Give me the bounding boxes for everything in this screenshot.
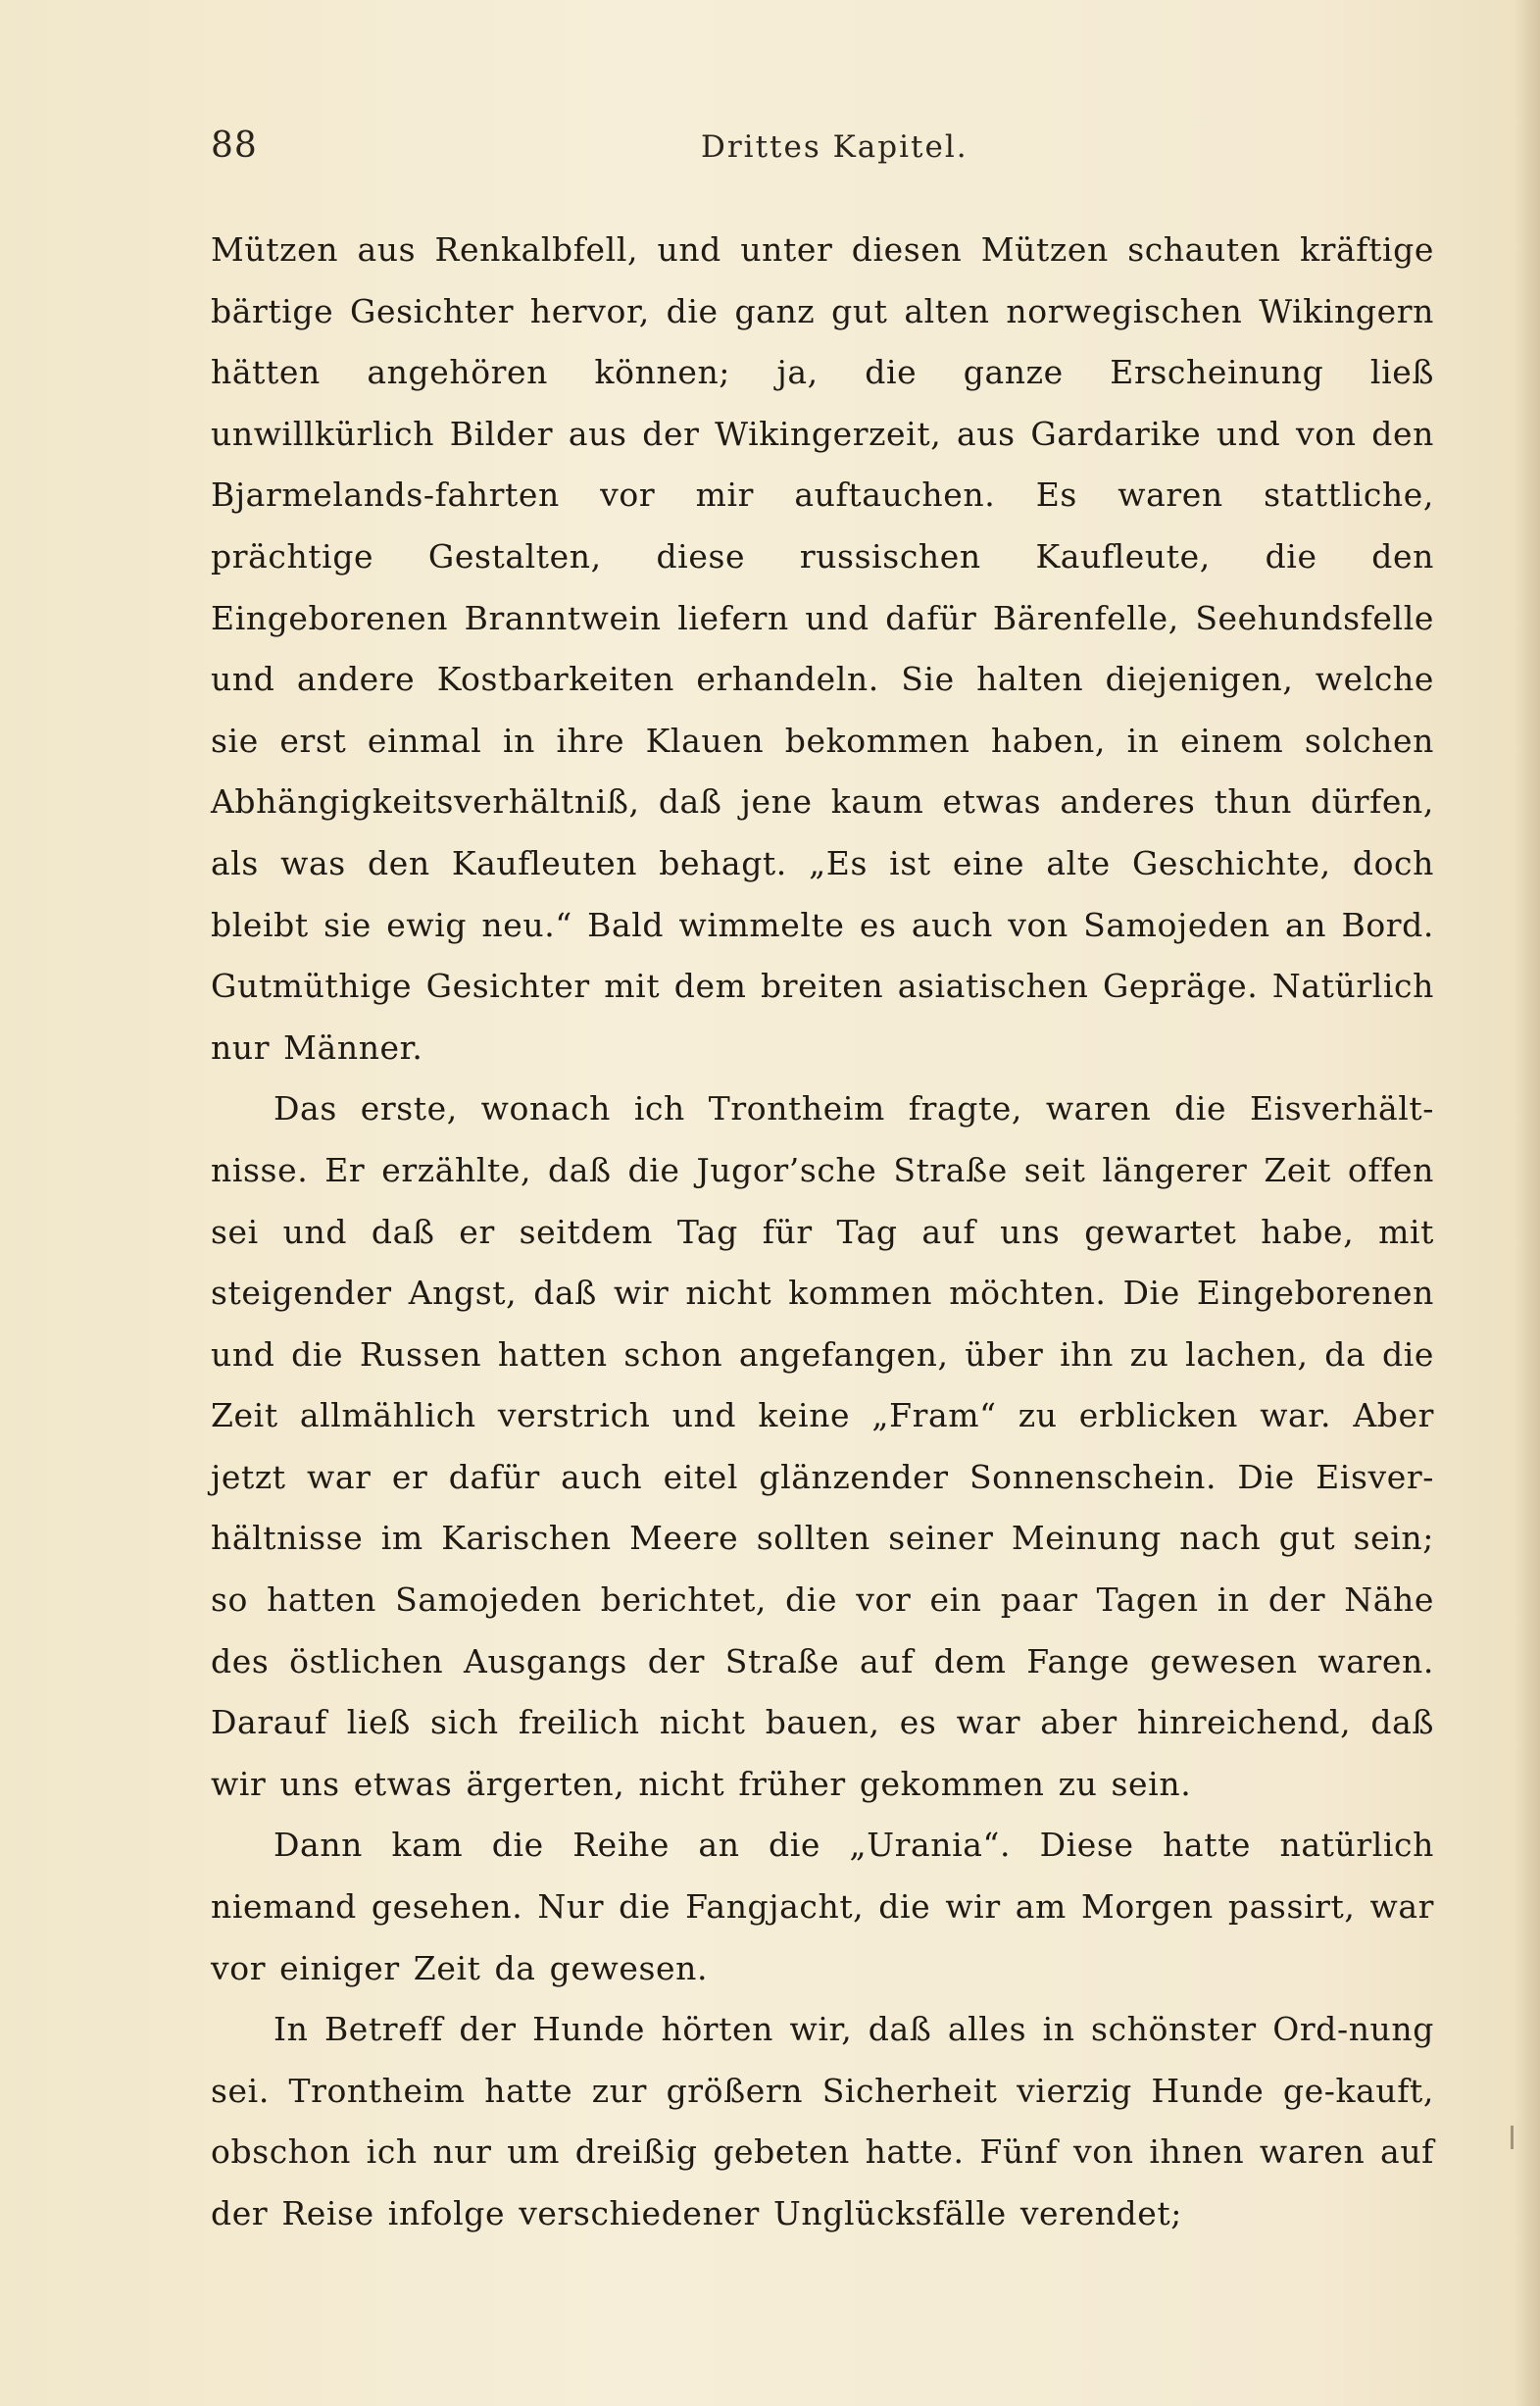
paragraph-1: Mützen aus Renkalbfell, und unter diesen Mützen schauten kräftige bärtige Gesichter hervor, die ganz gut alten norwegischen Wikingern hätten angehören können; ja, die ganze Erscheinung ließ unwillkürlich Bilder aus der Wikingerzeit, aus Gardarike und von den Bjarmelands-fahrten vor mir auftauchen. Es waren stattliche, prächtige Gestalten, diese russischen Kaufleute, die den Eingeborenen Branntwein liefern und dafür Bärenfelle, Seehundsfelle und andere Kostbarkeiten erhandeln. Sie halten diejenigen, welche sie erst einmal in ihre Klauen bekommen haben, in einem solchen Abhängigkeitsverhältniß, daß jene kaum etwas anderes thun dürfen, als was den Kaufleuten behagt. „Es ist eine alte Geschichte, doch bleibt sie ewig neu.“ Bald wimmelte es auch von Samojeden an Bord. Gutmüthige Gesichter mit dem breiten asiatischen Gepräge. Natürlich nur Männer.	[211, 230, 1434, 1067]
margin-mark	[1511, 2126, 1514, 2149]
paragraph-2: Das erste, wonach ich Trontheim fragte, waren die Eisverhält-nisse. Er erzählte, daß die Jugor’sche Straße seit längerer Zeit offen sei und daß er seitdem Tag für Tag auf uns gewartet habe, mit steigender Angst, daß wir nicht kommen möchten. Die Eingeborenen und die Russen hatten schon angefangen, über ihn zu lachen, da die Zeit allmählich verstrich und keine „Fram“ zu erblicken war. Aber jetzt war er dafür auch eitel glänzender Sonnenschein. Die Eisver-hältnisse im Karischen Meere sollten seiner Meinung nach gut sein; so hatten Samojeden berichtet, die vor ein paar Tagen in der Nähe des östlichen Ausgangs der Straße auf dem Fange gewesen waren. Darauf ließ sich freilich nicht bauen, es war aber hinreichend, daß wir uns etwas ärgerten, nicht früher gekommen zu sein.	[211, 1089, 1434, 1803]
page-edge-shadow	[1515, 0, 1540, 2406]
page-number: 88	[211, 125, 258, 166]
paragraph-4: In Betreff der Hunde hörten wir, daß alles in schönster Ord-nung sei. Trontheim hatte zur größern Sicherheit vierzig Hunde ge-kauft, obschon ich nur um dreißig gebeten hatte. Fünf von ihnen waren auf der Reise infolge verschiedener Unglücksfälle verendet;	[211, 2010, 1434, 2232]
paragraph-3: Dann kam die Reihe an die „Urania“. Diese hatte natürlich niemand gesehen. Nur die Fangjacht, die wir am Morgen passirt, war vor einiger Zeit da gewesen.	[211, 1826, 1434, 1987]
running-head	[211, 125, 1416, 184]
body-text	[211, 220, 1434, 2245]
running-title: Drittes Kapitel.	[701, 129, 969, 165]
